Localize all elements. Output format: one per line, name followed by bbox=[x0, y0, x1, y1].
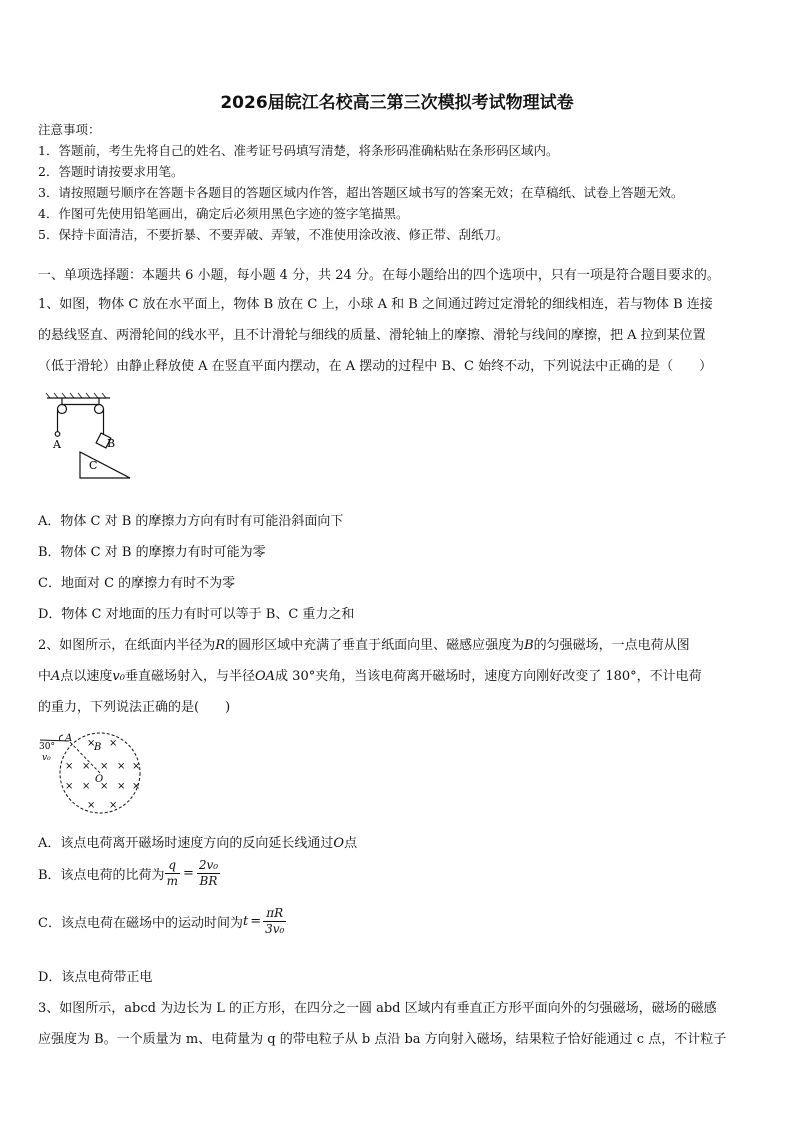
q1-option-a: A．物体 C 对 B 的摩擦力方向有时有可能沿斜面向下 bbox=[38, 514, 344, 529]
angle-label: 30° bbox=[39, 742, 55, 752]
q2-option-b bbox=[38, 858, 220, 889]
note-item-4: 4．作图可先使用铅笔画出，确定后必须用黑色字迹的签字笔描黑。 bbox=[38, 206, 409, 221]
q2-text: 的匀强磁场，一点电荷从图 bbox=[533, 638, 690, 653]
q2-stem-line3: 的重力，下列说法正确的是( ) bbox=[38, 700, 231, 715]
q2-option-text: 点 bbox=[344, 836, 358, 851]
point-b-label: B bbox=[94, 742, 102, 753]
notes-heading: 注意事项： bbox=[38, 122, 101, 137]
q2-option-text: C．该点电荷在磁场中的运动时间为 bbox=[38, 916, 243, 931]
fraction-denominator: m bbox=[166, 874, 178, 888]
q2-text: 的圆形区域中充满了垂直于纸面向里、磁感应强度为 bbox=[225, 638, 525, 653]
cross-mark: × bbox=[100, 761, 109, 772]
fraction-denominator: BR bbox=[197, 873, 220, 889]
fraction-denominator: 3v₀ bbox=[265, 922, 285, 936]
q1-option-c: C．地面对 C 的摩擦力有时不为零 bbox=[38, 576, 236, 591]
q2-option-d: D．该点电荷带正电 bbox=[38, 970, 153, 985]
cross-mark: × bbox=[132, 761, 141, 772]
cross-mark: × bbox=[109, 800, 118, 811]
q2-stem-line2 bbox=[38, 665, 702, 684]
note-item-1: 1．答题前，考生先将自己的姓名、准考证号码填写清楚，将条形码准确粘贴在条形码区域内。 bbox=[38, 143, 559, 158]
left-pulley bbox=[58, 405, 67, 414]
var-b: B bbox=[524, 638, 534, 653]
note-item-3: 3．请按照题号顺序在答题卡各题目的答题区域内作答，超出答题区域书写的答案无效；在草稿纸、试卷上答题无效。 bbox=[38, 185, 684, 200]
fraction-q-over-m bbox=[165, 858, 180, 889]
cross-mark: × bbox=[100, 781, 109, 792]
cross-mark: × bbox=[82, 781, 91, 792]
var-v0: v₀ bbox=[112, 669, 125, 684]
fraction-numerator: πR bbox=[266, 906, 284, 920]
label-c: C bbox=[89, 459, 98, 472]
q2-option-text: B．该点电荷的比荷为 bbox=[38, 868, 165, 883]
ceiling-hatch bbox=[46, 393, 106, 398]
equals-sign: = bbox=[182, 866, 194, 881]
cross-mark: × bbox=[87, 800, 96, 811]
note-item-2: 2．答题时请按要求用笔。 bbox=[38, 164, 184, 179]
fraction-2v0-over-br bbox=[197, 858, 220, 889]
equals-sign: = bbox=[250, 914, 262, 929]
q1-option-b: B．物体 C 对 B 的摩擦力有时可能为零 bbox=[38, 545, 266, 560]
exam-title: 2026届皖江名校高三第三次模拟考试物理试卷 bbox=[220, 93, 574, 113]
cross-mark: × bbox=[117, 761, 126, 772]
q3-stem-line1: 3、如图所示，abcd 为边长为 L 的正方形，在四分之一圆 abd 区域内有垂直正方形平面向外的匀强磁场，磁场的磁感 bbox=[38, 1001, 717, 1016]
q3-stem-line2: 应强度为 B。一个质量为 m、电荷量为 q 的带电粒子从 b 点沿 ba 方向射入磁场，结果粒子恰好能通过 c 点，不计粒子 bbox=[38, 1032, 727, 1047]
var-t: t bbox=[242, 914, 249, 929]
label-a: A bbox=[53, 438, 61, 451]
q2-text: 成 30°夹角，当该电荷离开磁场时，速度方向刚好改变了 180°，不计电荷 bbox=[275, 669, 702, 684]
var-o: O bbox=[333, 836, 345, 851]
cross-mark: × bbox=[65, 781, 74, 792]
wedge-c bbox=[80, 452, 130, 478]
fraction-numerator: q bbox=[168, 858, 177, 872]
var-a: A bbox=[51, 669, 61, 684]
right-pulley bbox=[95, 405, 104, 414]
q1-stem-line3: （低于滑轮）由静止释放使 A 在竖直平面内摆动，在 A 摆动的过程中 B、C 始终不动，下列说法中正确的是（ ） bbox=[38, 359, 713, 374]
fraction-pir-over-3v0 bbox=[263, 906, 286, 937]
q1-stem-line2: 的悬线竖直、两滑轮间的线水平，且不计滑轮与细线的质量、滑轮轴上的摩擦、滑轮与线间的摩擦，把 A 拉到某位置 bbox=[38, 328, 706, 343]
angle-arc bbox=[59, 735, 63, 741]
label-b: B bbox=[107, 437, 116, 450]
cross-mark: × bbox=[117, 781, 126, 792]
q2-text: 2、如图所示，在纸面内半径为 bbox=[38, 638, 216, 653]
cross-mark: × bbox=[109, 738, 118, 749]
q1-option-d: D．物体 C 对地面的压力有时可以等于 B、C 重力之和 bbox=[38, 607, 355, 622]
q2-text: 点以速度 bbox=[60, 669, 113, 684]
section-heading: 一、单项选择题：本题共 6 小题，每小题 4 分，共 24 分。在每小题给出的四个选项中，只有一项是符合题目要求的。 bbox=[38, 268, 720, 283]
ball-a bbox=[55, 432, 60, 437]
q2-stem-line1 bbox=[38, 634, 690, 653]
q2-option-c bbox=[38, 906, 286, 937]
q2-text: 垂直磁场射入，与半径 bbox=[124, 669, 255, 684]
cross-mark: × bbox=[65, 761, 74, 772]
point-o-label: O bbox=[95, 774, 104, 785]
cross-mark: × bbox=[87, 738, 96, 749]
q2-magnetic-field-figure bbox=[38, 730, 150, 816]
q1-stem-line1: 1、如图，物体 C 放在水平面上，物体 B 放在 C 上，小球 A 和 B 之间通过跨过定滑轮的细线相连，若与物体 B 连接 bbox=[38, 297, 713, 312]
v0-label: v₀ bbox=[42, 753, 51, 763]
q1-pulley-figure bbox=[44, 392, 144, 482]
q2-option-a bbox=[38, 832, 357, 851]
fraction-numerator: 2v₀ bbox=[198, 858, 219, 872]
point-a-label: A bbox=[65, 733, 73, 744]
q2-text: 中 bbox=[38, 669, 52, 684]
cross-mark: × bbox=[132, 781, 141, 792]
var-oa: OA bbox=[255, 669, 276, 684]
cross-mark: × bbox=[82, 761, 91, 772]
var-r: R bbox=[215, 638, 226, 653]
note-item-5: 5．保持卡面清洁，不要折暴、不要弄破、弄皱，不准使用涂改液、修正带、刮纸刀。 bbox=[38, 227, 509, 242]
q2-option-text: A．该点电荷离开磁场时速度方向的反向延长线通过 bbox=[38, 836, 334, 851]
